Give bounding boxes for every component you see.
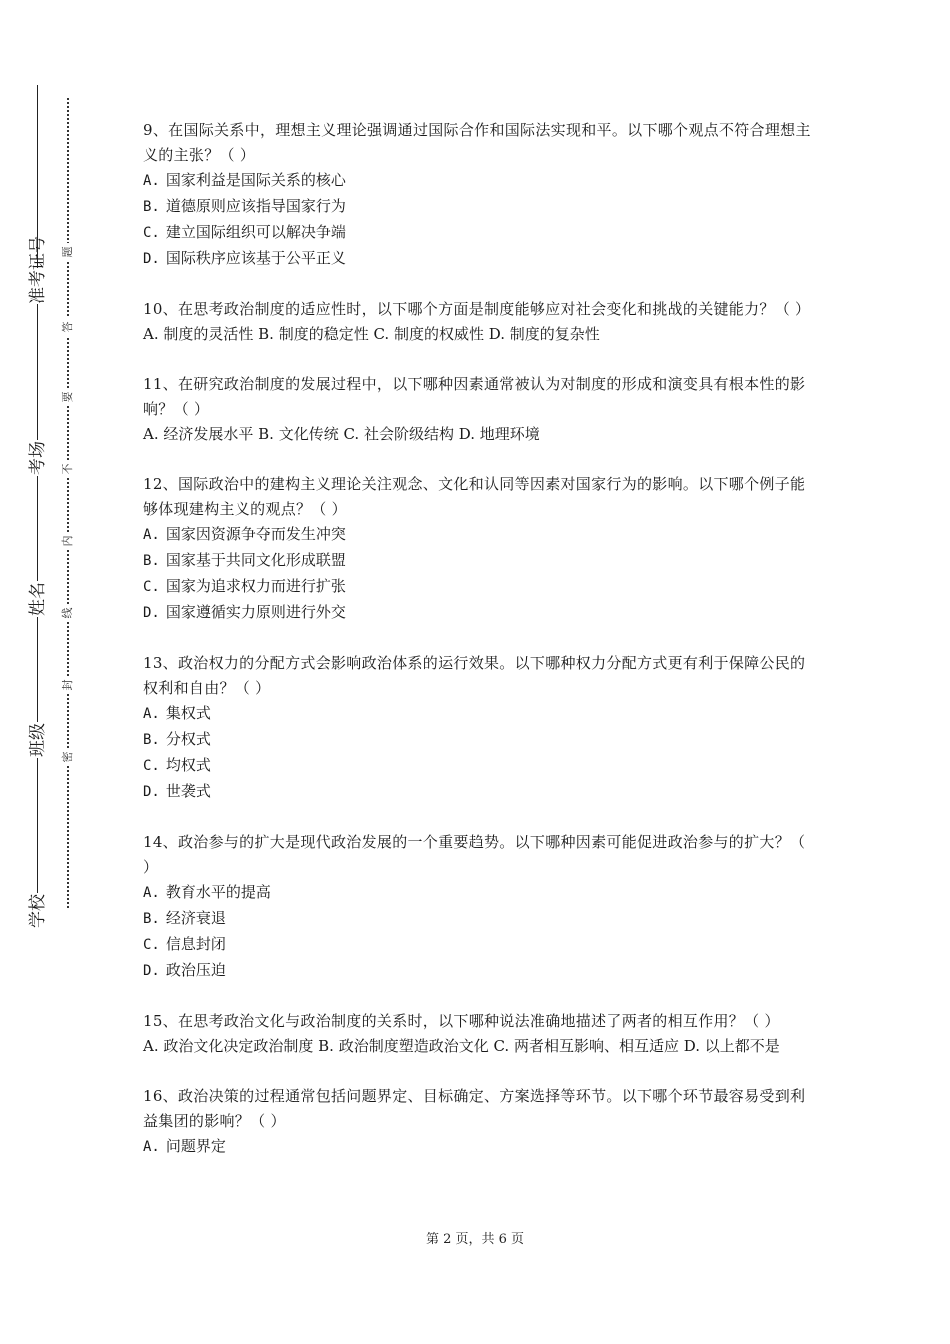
option-text: 教育水平的提高 (165, 883, 271, 901)
seal-char: 封 (61, 676, 75, 694)
seal-char: 答 (61, 318, 75, 336)
option-letter: A. (143, 1139, 160, 1155)
question-15 (143, 1009, 813, 1059)
option-d (143, 958, 813, 984)
label-school: 学校 (28, 894, 48, 928)
inline-options: A. 制度的灵活性 B. 制度的稳定性 C. 制度的权威性 D. 制度的复杂性 (143, 325, 600, 343)
option-text: 国家因资源争夺而发生冲突 (165, 525, 346, 543)
option-text: 问题界定 (165, 1137, 226, 1155)
question-stem: 14、政治参与的扩大是现代政治发展的一个重要趋势。以下哪种因素可能促进政治参与的扩大？（ ） (143, 833, 806, 876)
option-letter: C. (143, 937, 160, 953)
question-stem: 12、国际政治中的建构主义理论关注观念、文化和认同等因素对国家行为的影响。以下哪个例子能够体现建构主义的观点？（ ） (143, 475, 806, 518)
option-letter: D. (143, 605, 160, 621)
inline-options: A. 政治文化决定政治制度 B. 政治制度塑造政治文化 C. 两者相互影响、相互适应 D. 以上都不是 (143, 1037, 780, 1055)
option-a (143, 880, 813, 906)
option-c (143, 932, 813, 958)
question-stem: 10、在思考政治制度的适应性时，以下哪个方面是制度能够应对社会变化和挑战的关键能力？（ ） (143, 300, 811, 318)
question-list (143, 118, 813, 1185)
option-letter: B. (143, 732, 160, 748)
inline-options: A. 经济发展水平 B. 文化传统 C. 社会阶级结构 D. 地理环境 (143, 425, 540, 443)
option-b (143, 548, 813, 574)
option-text: 国家遵循实力原则进行外交 (165, 603, 346, 621)
label-class: 班级 (28, 723, 48, 757)
option-letter: C. (143, 758, 160, 774)
seal-char: 密 (61, 748, 75, 766)
option-letter: B. (143, 553, 160, 569)
option-d (143, 600, 813, 626)
option-letter: A. (143, 885, 160, 901)
seal-char: 题 (61, 243, 75, 261)
option-letter: B. (143, 199, 160, 215)
option-letter: C. (143, 579, 160, 595)
seal-char: 线 (61, 604, 75, 622)
question-11 (143, 372, 813, 447)
option-letter: B. (143, 911, 160, 927)
option-text: 道德原则应该指导国家行为 (165, 197, 346, 215)
option-a (143, 701, 813, 727)
question-13 (143, 651, 813, 805)
option-text: 国家为追求权力而进行扩张 (165, 577, 346, 595)
question-14 (143, 830, 813, 984)
question-9 (143, 118, 813, 272)
option-text: 世袭式 (165, 782, 211, 800)
margin-solid-line (37, 85, 38, 923)
question-stem: 9、在国际关系中，理想主义理论强调通过国际合作和国际法实现和平。以下哪个观点不符合理想主义的主张？（ ） (143, 121, 811, 164)
question-stem: 15、在思考政治文化与政治制度的关系时，以下哪种说法准确地描述了两者的相互作用？（ ） (143, 1012, 780, 1030)
option-letter: D. (143, 784, 160, 800)
option-letter: C. (143, 225, 160, 241)
option-text: 均权式 (165, 756, 211, 774)
option-d (143, 246, 813, 272)
option-text: 分权式 (165, 730, 211, 748)
question-12 (143, 472, 813, 626)
page-number: 第 2 页，共 6 页 (425, 1232, 525, 1247)
question-16 (143, 1084, 813, 1160)
seal-char: 要 (61, 388, 75, 406)
seal-char: 内 (61, 532, 75, 550)
option-c (143, 753, 813, 779)
label-exam-id: 准考证号 (28, 236, 48, 304)
label-name: 姓名 (28, 582, 48, 616)
option-letter: A. (143, 527, 160, 543)
option-text: 信息封闭 (165, 935, 226, 953)
option-letter: D. (143, 963, 160, 979)
option-letter: A. (143, 173, 160, 189)
option-c (143, 220, 813, 246)
binding-margin (0, 0, 110, 1344)
option-a (143, 522, 813, 548)
question-stem: 11、在研究政治制度的发展过程中，以下哪种因素通常被认为对制度的形成和演变具有根本性的影响？（ ） (143, 375, 806, 418)
question-10 (143, 297, 813, 347)
margin-dotted-seal-line (67, 98, 69, 908)
option-b (143, 727, 813, 753)
option-c (143, 574, 813, 600)
label-exam-room: 考场 (28, 441, 48, 475)
option-text: 经济衰退 (165, 909, 226, 927)
option-text: 集权式 (165, 704, 211, 722)
option-b (143, 194, 813, 220)
option-text: 国家利益是国际关系的核心 (165, 171, 346, 189)
option-letter: A. (143, 706, 160, 722)
option-a (143, 1134, 813, 1160)
option-d (143, 779, 813, 805)
option-letter: D. (143, 251, 160, 267)
option-text: 国家基于共同文化形成联盟 (165, 551, 346, 569)
option-b (143, 906, 813, 932)
option-a (143, 168, 813, 194)
seal-char: 不 (61, 460, 75, 478)
question-stem: 13、政治权力的分配方式会影响政治体系的运行效果。以下哪种权力分配方式更有利于保障公民的权利和自由？（ ） (143, 654, 806, 697)
option-text: 建立国际组织可以解决争端 (165, 223, 346, 241)
question-stem: 16、政治决策的过程通常包括问题界定、目标确定、方案选择等环节。以下哪个环节最容易受到利益集团的影响？（ ） (143, 1087, 806, 1130)
option-text: 国际秩序应该基于公平正义 (165, 249, 346, 267)
option-text: 政治压迫 (165, 961, 226, 979)
